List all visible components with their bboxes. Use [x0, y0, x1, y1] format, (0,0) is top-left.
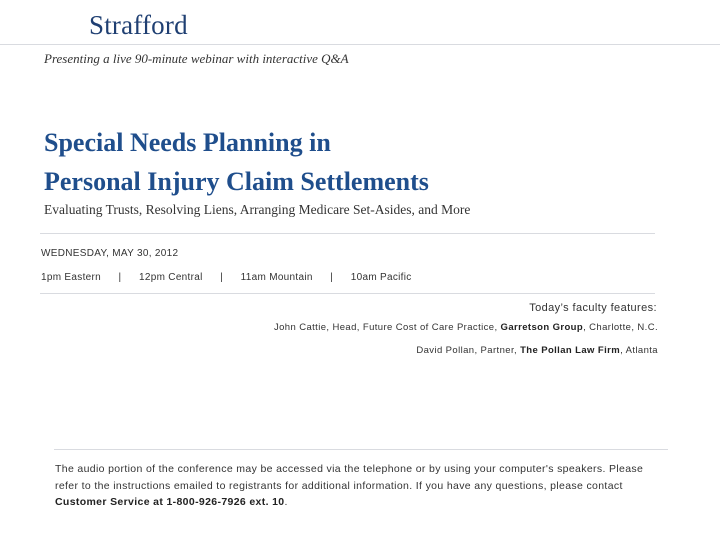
time-eastern: 1pm Eastern [41, 272, 101, 283]
title-line-1: Special Needs Planning in [44, 128, 331, 157]
audio-instructions-end: . [284, 496, 288, 508]
faculty-heading: Today’s faculty features: [529, 302, 657, 314]
time-separator: | [220, 272, 224, 283]
faculty-member-role: David Pollan, Partner, [416, 345, 521, 356]
faculty-member-location: , Charlotte, N.C. [583, 322, 658, 333]
faculty-member-org: Garretson Group [500, 322, 584, 333]
faculty-member [416, 345, 658, 356]
time-mountain: 11am Mountain [240, 272, 313, 283]
divider-middle [40, 293, 655, 294]
faculty-member-location: , Atlanta [620, 345, 658, 356]
faculty-member-role: John Cattie, Head, Future Cost of Care Practice, [273, 322, 501, 333]
time-pacific: 10am Pacific [350, 272, 412, 283]
header-divider [0, 44, 720, 45]
subtitle: Evaluating Trusts, Resolving Liens, Arranging Medicare Set-Asides, and More [44, 202, 471, 217]
audio-instructions-text: The audio portion of the conference may be accessed via the telephone or by using your computer's speakers. Please refer to the instructions emailed to registrants for additional information. If you have any questions, please contact [55, 463, 644, 492]
customer-service-contact: Customer Service at 1-800-926-7926 ext. 10 [55, 496, 285, 508]
audio-instructions [55, 461, 655, 511]
divider-bottom [54, 449, 668, 450]
webinar-date: WEDNESDAY, MAY 30, 2012 [41, 248, 179, 259]
time-separator: | [118, 272, 122, 283]
time-central: 12pm Central [139, 272, 203, 283]
webinar-tagline: Presenting a live 90-minute webinar with interactive Q&A [44, 51, 349, 66]
strafford-logo: Strafford [89, 10, 188, 40]
faculty-member [274, 322, 658, 333]
title-line-2: Personal Injury Claim Settlements [44, 167, 429, 196]
time-separator: | [330, 272, 334, 283]
faculty-member-org: The Pollan Law Firm [520, 345, 621, 356]
webinar-times [41, 272, 412, 283]
divider-top [40, 233, 655, 234]
